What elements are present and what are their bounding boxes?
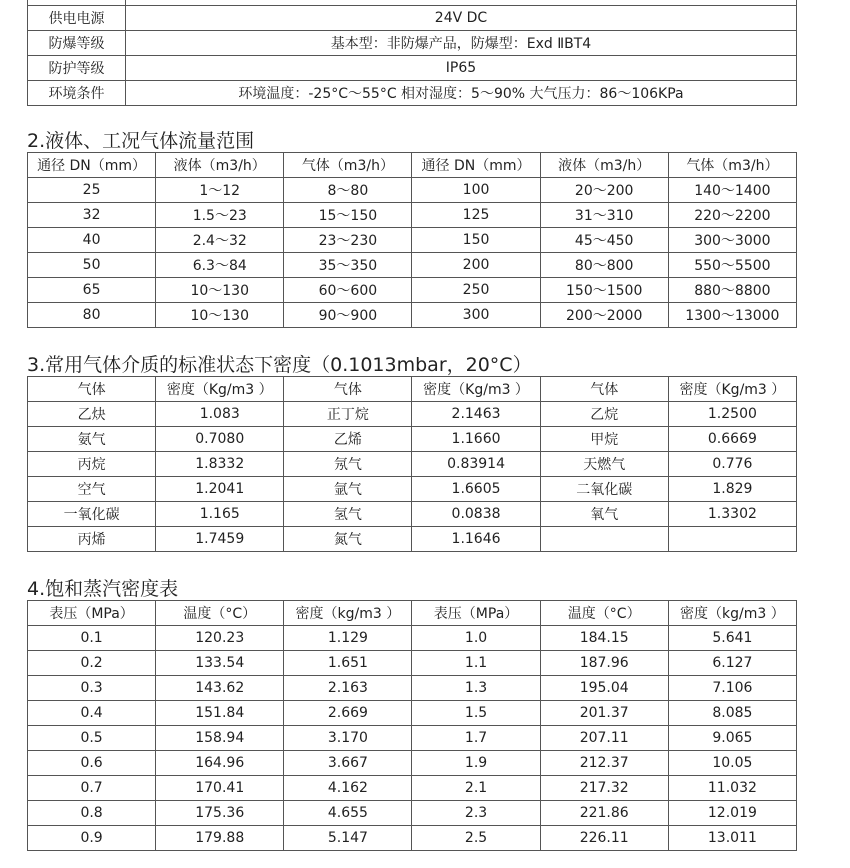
spec-value: IP65: [126, 55, 797, 80]
table-header-row: [28, 601, 797, 626]
gas-density-table: [27, 376, 797, 552]
table-cell: 1～12: [156, 178, 284, 203]
table-cell: 6.127: [668, 651, 796, 676]
table-cell: 23～230: [284, 228, 412, 253]
table-cell: 1.8332: [156, 452, 284, 477]
table-cell: 151.84: [156, 701, 284, 726]
table-cell: 1.9: [412, 751, 540, 776]
table-cell: 1.5～23: [156, 203, 284, 228]
table-cell: 8～80: [284, 178, 412, 203]
table-cell: 164.96: [156, 751, 284, 776]
table-cell: 2.5: [412, 826, 540, 851]
column-header: 表压（MPa）: [28, 601, 156, 626]
column-header: 气体: [28, 377, 156, 402]
table-cell: 1.7459: [156, 527, 284, 552]
table-cell: 184.15: [540, 626, 668, 651]
table-cell: 10～130: [156, 278, 284, 303]
table-cell: 221.86: [540, 801, 668, 826]
table-cell: 1.165: [156, 502, 284, 527]
spec-value: 环境温度：-25°C～55°C 相对湿度：5～90% 大气压力：86～106KPa: [126, 80, 797, 105]
table-cell: 0.9: [28, 826, 156, 851]
table-cell: 195.04: [540, 676, 668, 701]
spec-label: 防爆等级: [28, 30, 126, 55]
table-cell: 11.032: [668, 776, 796, 801]
spec-label: 环境条件: [28, 80, 126, 105]
column-header: 液体（m3/h）: [156, 153, 284, 178]
table-cell: 158.94: [156, 726, 284, 751]
steam-density-table: [27, 600, 797, 851]
table-row: [28, 502, 797, 527]
table-cell: 甲烷: [540, 427, 668, 452]
column-header: 气体: [540, 377, 668, 402]
column-header: 气体（m3/h）: [284, 153, 412, 178]
table-cell: 5.147: [284, 826, 412, 851]
table-cell: 150～1500: [540, 278, 668, 303]
table-cell: 3.667: [284, 751, 412, 776]
column-header: 气体: [284, 377, 412, 402]
table-row: [28, 427, 797, 452]
table-cell: 正丁烷: [284, 402, 412, 427]
table-cell: 天燃气: [540, 452, 668, 477]
table-cell: 80～800: [540, 253, 668, 278]
table-cell: 氮气: [284, 527, 412, 552]
table-cell: 0.2: [28, 651, 156, 676]
column-header: 温度（°C）: [540, 601, 668, 626]
table-cell: 200: [412, 253, 540, 278]
table-cell: 550～5500: [668, 253, 796, 278]
table-cell: 40: [28, 228, 156, 253]
column-header: 液体（m3/h）: [540, 153, 668, 178]
column-header: 通径 DN（mm）: [412, 153, 540, 178]
table-cell: 1.2500: [668, 402, 796, 427]
table-cell: 1.1: [412, 651, 540, 676]
table-cell: 0.5: [28, 726, 156, 751]
table-cell: 880～8800: [668, 278, 796, 303]
table-cell: 20～200: [540, 178, 668, 203]
spec-value: 基本型：非防爆产品，防爆型：Exd ⅡBT4: [126, 30, 797, 55]
table-cell: 2.163: [284, 676, 412, 701]
table-cell: [540, 527, 668, 552]
table-row: [28, 776, 797, 801]
table-cell: 6.3～84: [156, 253, 284, 278]
table-cell: 0.8: [28, 801, 156, 826]
table-cell: 0.6: [28, 751, 156, 776]
table-cell: 175.36: [156, 801, 284, 826]
table-cell: 13.011: [668, 826, 796, 851]
table-cell: 35～350: [284, 253, 412, 278]
spec-label: 供电电源: [28, 5, 126, 30]
table-cell: 1.7: [412, 726, 540, 751]
table-cell: 1.2041: [156, 477, 284, 502]
table-cell: 氢气: [284, 502, 412, 527]
table-cell: 1.829: [668, 477, 796, 502]
table-cell: 2.1463: [412, 402, 540, 427]
table-cell: 乙烯: [284, 427, 412, 452]
column-header: 表压（MPa）: [412, 601, 540, 626]
spec-value: 24V DC: [126, 5, 797, 30]
table-cell: 1.6605: [412, 477, 540, 502]
table-cell: 90～900: [284, 303, 412, 328]
table-cell: 一氧化碳: [28, 502, 156, 527]
column-header: 密度（kg/m3 ）: [668, 601, 796, 626]
column-header: 温度（°C）: [156, 601, 284, 626]
table-cell: 3.170: [284, 726, 412, 751]
table-header-row: [28, 153, 797, 178]
table-row: [28, 826, 797, 851]
table-cell: 5.641: [668, 626, 796, 651]
table-cell: 10～130: [156, 303, 284, 328]
table-cell: [668, 527, 796, 552]
column-header: 密度（kg/m3 ）: [284, 601, 412, 626]
table-row: [28, 452, 797, 477]
table-row: [28, 5, 797, 30]
table-row: [28, 751, 797, 776]
column-header: 密度（Kg/m3 ）: [156, 377, 284, 402]
table-cell: 2.669: [284, 701, 412, 726]
table-cell: 201.37: [540, 701, 668, 726]
table-cell: 50: [28, 253, 156, 278]
table-header-row: [28, 377, 797, 402]
table-cell: 60～600: [284, 278, 412, 303]
table-cell: 300～3000: [668, 228, 796, 253]
table-cell: 氩气: [284, 477, 412, 502]
table-row: [28, 726, 797, 751]
column-header: 密度（Kg/m3 ）: [412, 377, 540, 402]
table-cell: 1.1646: [412, 527, 540, 552]
table-cell: 0.3: [28, 676, 156, 701]
table-cell: 0.0838: [412, 502, 540, 527]
table-cell: 4.162: [284, 776, 412, 801]
table-cell: 187.96: [540, 651, 668, 676]
table-row: [28, 527, 797, 552]
table-cell: 15～150: [284, 203, 412, 228]
table-cell: 65: [28, 278, 156, 303]
column-header: 通径 DN（mm）: [28, 153, 156, 178]
section3-title: 3.常用气体介质的标准状态下密度（0.1013mbar，20°C）: [27, 354, 532, 376]
table-cell: 0.7: [28, 776, 156, 801]
table-row: [28, 228, 797, 253]
table-cell: 1.651: [284, 651, 412, 676]
table-cell: 125: [412, 203, 540, 228]
table-cell: 80: [28, 303, 156, 328]
table-cell: 140～1400: [668, 178, 796, 203]
table-cell: 丙烷: [28, 452, 156, 477]
table-cell: 氖气: [284, 452, 412, 477]
table-cell: 32: [28, 203, 156, 228]
table-row: [28, 278, 797, 303]
table-cell: 乙烷: [540, 402, 668, 427]
table-cell: 1.3: [412, 676, 540, 701]
table-cell: 1.0: [412, 626, 540, 651]
table-cell: 氨气: [28, 427, 156, 452]
table-cell: 0.7080: [156, 427, 284, 452]
table-cell: 7.106: [668, 676, 796, 701]
table-cell: 250: [412, 278, 540, 303]
table-row: [28, 303, 797, 328]
table-cell: 150: [412, 228, 540, 253]
table-cell: 217.32: [540, 776, 668, 801]
spec-label: 防护等级: [28, 55, 126, 80]
table-cell: 120.23: [156, 626, 284, 651]
table-cell: 二氧化碳: [540, 477, 668, 502]
table-cell: 100: [412, 178, 540, 203]
table-row: [28, 701, 797, 726]
table-row: [28, 80, 797, 105]
table-cell: 212.37: [540, 751, 668, 776]
table-cell: 12.019: [668, 801, 796, 826]
table-cell: 133.54: [156, 651, 284, 676]
table-cell: 1.1660: [412, 427, 540, 452]
table-cell: 氧气: [540, 502, 668, 527]
table-cell: 1.3302: [668, 502, 796, 527]
table-cell: 179.88: [156, 826, 284, 851]
table-cell: 25: [28, 178, 156, 203]
table-cell: 0.776: [668, 452, 796, 477]
section2-title: 2.液体、工况气体流量范围: [27, 130, 255, 152]
table-row: [28, 253, 797, 278]
table-cell: 1.5: [412, 701, 540, 726]
table-row: [28, 178, 797, 203]
table-cell: 1.129: [284, 626, 412, 651]
table-cell: 300: [412, 303, 540, 328]
table-row: [28, 55, 797, 80]
table-cell: 空气: [28, 477, 156, 502]
table-cell: 乙炔: [28, 402, 156, 427]
table-row: [28, 477, 797, 502]
column-header: 气体（m3/h）: [668, 153, 796, 178]
table-cell: 0.1: [28, 626, 156, 651]
table-cell: 1.083: [156, 402, 284, 427]
table-cell: 200～2000: [540, 303, 668, 328]
table-cell: 207.11: [540, 726, 668, 751]
table-cell: 4.655: [284, 801, 412, 826]
table-row: [28, 626, 797, 651]
table-cell: 0.83914: [412, 452, 540, 477]
table-row: [28, 402, 797, 427]
table-cell: 220～2200: [668, 203, 796, 228]
column-header: 密度（Kg/m3 ）: [668, 377, 796, 402]
table-cell: 31～310: [540, 203, 668, 228]
table-cell: 0.6669: [668, 427, 796, 452]
table-cell: 45～450: [540, 228, 668, 253]
table-row: [28, 651, 797, 676]
table-cell: 丙烯: [28, 527, 156, 552]
table-cell: 9.065: [668, 726, 796, 751]
table-cell: 10.05: [668, 751, 796, 776]
table-cell: 170.41: [156, 776, 284, 801]
section4-title: 4.饱和蒸汽密度表: [27, 578, 179, 600]
table-cell: 2.4～32: [156, 228, 284, 253]
table-cell: 8.085: [668, 701, 796, 726]
table-cell: 1300～13000: [668, 303, 796, 328]
table-cell: 0.4: [28, 701, 156, 726]
table-row: [28, 676, 797, 701]
table-row: [28, 801, 797, 826]
flow-range-table: [27, 152, 797, 328]
table-row: [28, 30, 797, 55]
spec-table: [27, 0, 797, 106]
table-row: [28, 203, 797, 228]
table-cell: 226.11: [540, 826, 668, 851]
table-cell: 143.62: [156, 676, 284, 701]
table-cell: 2.1: [412, 776, 540, 801]
table-cell: 2.3: [412, 801, 540, 826]
